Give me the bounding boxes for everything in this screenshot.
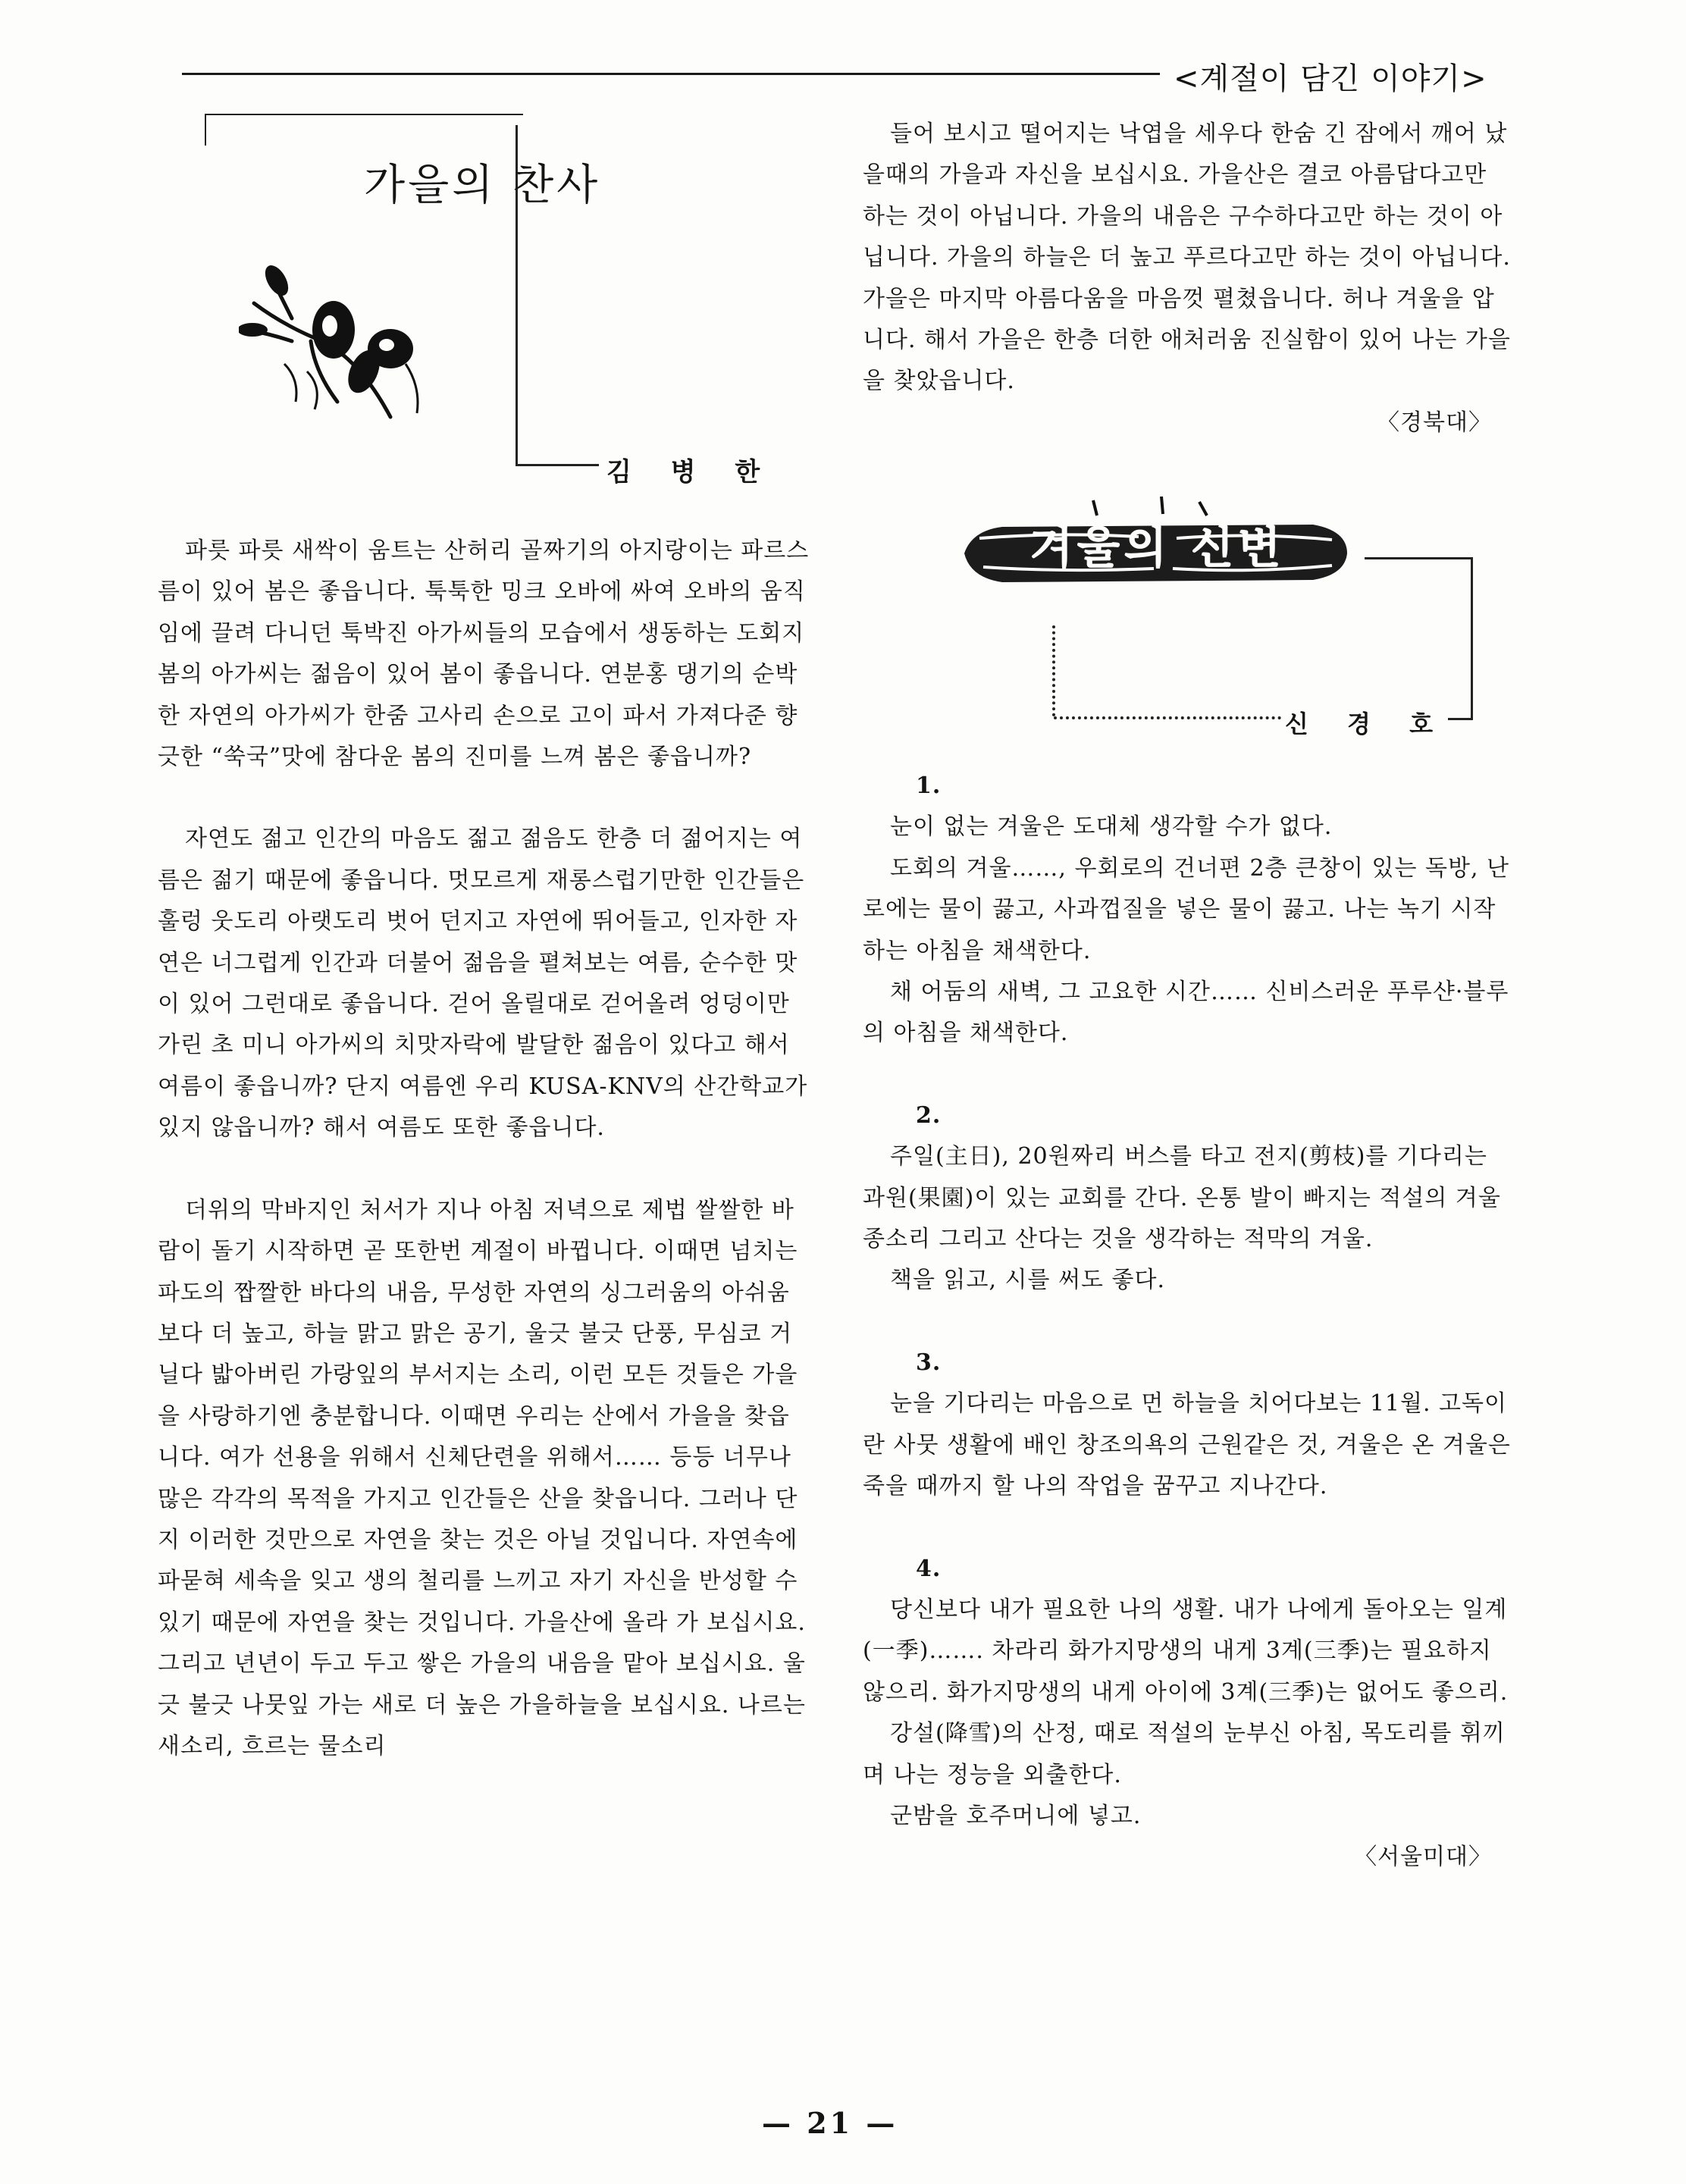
page-number: — 21 — [762, 2106, 898, 2140]
article2-author: 신 경 호 [1285, 710, 1434, 738]
article2-paragraph: 채 어둠의 새벽, 그 고요한 시간…… 신비스러운 푸루샨·블루의 아침을 채색한다. [863, 979, 1509, 1047]
flower-illustration [239, 258, 451, 432]
section-header: <계절이 담긴 이야기> [1174, 61, 1487, 96]
title-frame-top [1365, 557, 1472, 559]
article1-author: 김 병 한 [606, 457, 760, 487]
section-number: 2. [916, 1101, 942, 1129]
article1-paragraph: 들어 보시고 떨어지는 낙엽을 세우다 한숨 긴 잠에서 깨어 났을때의 가을과 자신을 보십시요. 가을산은 결코 아름답다고만 하는 것이 아닙니다. 가을의 내음은 구수하다고만 하는 것이 아닙니다. 가을의 하늘은 더 높고 푸르다고만 하는 것이 아닙니다. 가을은 마지막 아름다움을 마음껏 펼쳤읍니다. 허나 겨울을 압니다. 해서 가을은 한층 더한 애처러움 진실함이 있어 나는 가을을 찾았읍니다. [863, 121, 1511, 395]
article2-title-logo [957, 485, 1359, 606]
article2-paragraph: 주일(主日), 20원짜리 버스를 타고 전지(剪枝)를 기다리는 과원(果園)이 있는 교회를 간다. 온통 발이 빠지는 적설의 겨울 종소리 그리고 산다는 것을 생각하는 적막의 겨울. [863, 1143, 1501, 1253]
article2-school: 〈서울미대〉 [1354, 1844, 1492, 1871]
article2-paragraph: 당신보다 내가 필요한 나의 생활. 내가 나에게 돌아오는 일계(一季)……. 차라리 화가지망생의 내게 3계(三季)는 필요하지 않으리. 화가지망생의 내게 아이에 3계(三季)는 없어도 좋으리. [863, 1596, 1509, 1706]
article1-paragraph: 더위의 막바지인 처서가 지나 아침 저녁으로 제법 쌀쌀한 바람이 돌기 시작하면 곧 또한번 계절이 바뀝니다. 이때면 넘치는 파도의 짭짤한 바다의 내음, 무성한 자연의 싱그러움의 아쉬움보다 더 높고, 하늘 맑고 맑은 공기, 울긋 불긋 단풍, 무심코 거닐다 밟아버린 가랑잎의 부서지는 소리, 이런 모든 것들은 가을을 사랑하기엔 충분합니다. 이때면 우리는 산에서 가을을 찾읍니다. 여가 선용을 위해서 신체단련을 위해서…… 등등 너무나 많은 각각의 목적을 가지고 인간들은 산을 찾읍니다. 그러나 단지 이러한 것만으로 자연을 찾는 것은 아닐 것입니다. 자연속에 파묻혀 세속을 잊고 생의 철리를 느끼고 자기 자신을 반성할 수 있기 때문에 자연을 찾는 것입니다. 가을산에 올라 가 보십시요. 그리고 년년이 두고 두고 쌓은 가을의 내음을 맡아 보십시요. 울긋 불긋 나뭇잎 가는 새로 더 높은 가을하늘을 보십시요. 나르는 새소리, 흐르는 물소리 [158, 1196, 806, 1759]
section-number: 3. [916, 1349, 942, 1376]
section-number: 4. [916, 1555, 942, 1582]
article2-paragraph: 눈이 없는 겨울은 도대체 생각할 수가 없다. [890, 813, 1333, 841]
article2-paragraph: 눈을 기다리는 마음으로 먼 하늘을 치어다보는 11월. 고독이란 사뭇 생활에 배인 창조의욕의 근원같은 것, 겨울은 온 겨울은 죽을 때까지 할 나의 작업을 꿈꾸고 지나간다. [863, 1390, 1511, 1500]
section-number: 1. [916, 772, 942, 799]
article2-body [863, 766, 1515, 1878]
title-frame-bottom [516, 464, 599, 466]
title-frame-right [1471, 557, 1473, 720]
article2-paragraph: 강설(降雪)의 산정, 때로 적설의 눈부신 아침, 목도리를 휘끼며 나는 정능을 외출한다. [863, 1720, 1506, 1788]
title-frame-left [205, 114, 206, 146]
article2-paragraph: 군밤을 호주머니에 넣고. [890, 1802, 1142, 1829]
article1-continuation [863, 114, 1515, 443]
article2-paragraph: 도회의 겨울……, 우회로의 건너편 2층 큰창이 있는 독방, 난로에는 물이 끓고, 사과껍질을 넣은 물이 끓고. 나는 녹기 시작하는 아침을 채색한다. [863, 854, 1510, 964]
title-frame-bottom [1448, 718, 1472, 720]
article1-school: 〈경북대〉 [1377, 409, 1492, 436]
header-rule [182, 73, 1160, 75]
title-frame-top [205, 114, 523, 115]
article1-body [158, 531, 810, 1767]
title-frame-left [1052, 625, 1055, 716]
article1-title: 가을의 찬사 [364, 161, 601, 210]
article2-title: 겨울의 신변 [1029, 522, 1286, 573]
article2-paragraph: 책을 읽고, 시를 써도 좋다. [890, 1267, 1166, 1294]
article1-paragraph: 파릇 파릇 새싹이 움트는 산허리 골짜기의 아지랑이는 파르스름이 있어 봄은 좋읍니다. 툭툭한 밍크 오바에 싸여 오바의 움직임에 끌려 다니던 툭박진 아가씨들의 모습에서 생동하는 도회지 봄의 아가씨는 젊음이 있어 봄이 좋읍니다. 연분홍 댕기의 순박한 자연의 아가씨가 한줌 고사리 손으로 고이 파서 가져다준 향긋한 “쑥국”맛에 참다운 봄의 진미를 느껴 봄은 좋읍니까? [158, 537, 810, 771]
article1-paragraph: 자연도 젊고 인간의 마음도 젊고 젊음도 한층 더 젊어지는 여름은 젊기 때문에 좋읍니다. 멋모르게 재롱스럽기만한 인간들은 훌렁 웃도리 아랫도리 벗어 던지고 자연에 뛰어들고, 인자한 자연은 너그럽게 인간과 더불어 젊음을 펼쳐보는 여름, 순수한 맛이 있어 그런대로 좋읍니다. 걷어 올릴대로 걷어올려 엉덩이만 가린 초 미니 아가씨의 치맛자락에 발달한 젊음이 있다고 해서 여름이 좋읍니까? 단지 여름엔 우리 KUSA-KNV의 산간학교가 있지 않읍니까? 해서 여름도 또한 좋읍니다. [158, 826, 808, 1142]
title-frame-bottom [1054, 716, 1281, 719]
